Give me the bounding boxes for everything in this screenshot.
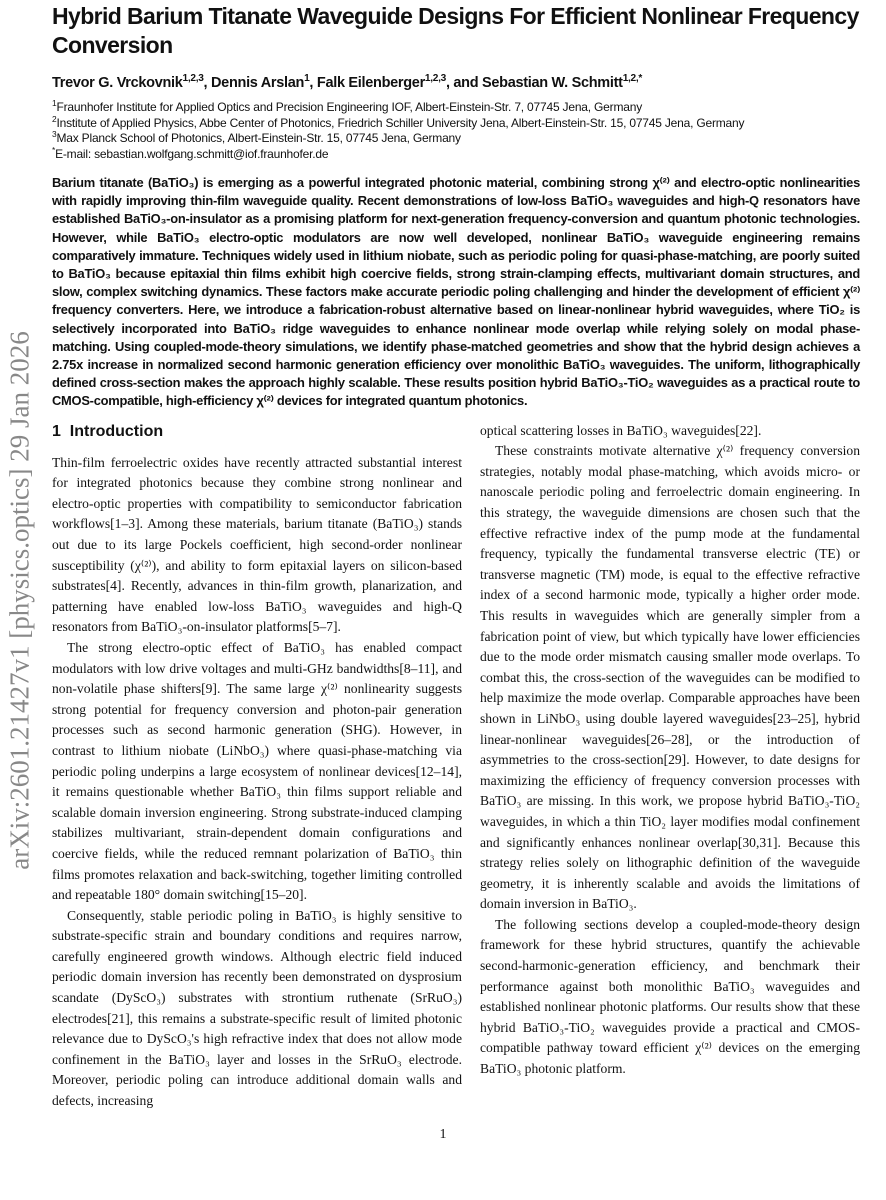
email-text: E-mail: sebastian.wolfgang.schmitt@iof.fraunhofer.de xyxy=(55,146,329,161)
affiliation-mark: 3 xyxy=(52,129,57,139)
separator: , xyxy=(203,75,212,91)
affiliation xyxy=(52,100,860,116)
body-columns xyxy=(52,421,860,1112)
author-name: Trevor G. Vrckovnik xyxy=(52,75,183,91)
paper-title: Hybrid Barium Titanate Waveguide Designs For Efficient Nonlinear Frequency Conversion xyxy=(52,3,859,58)
author-list xyxy=(52,74,860,92)
affiliation-text: Fraunhofer Institute for Applied Optics and Precision Engineering IOF, Albert-Einstein-Str. 7, 07745 Jena, Germany xyxy=(56,100,642,114)
author-name: Sebastian W. Schmitt xyxy=(482,75,623,91)
author-affiliation-mark: 1,2,* xyxy=(622,73,643,85)
paragraph: These constraints motivate alternative χ⁽²⁾ frequency conversion strategies, notably modal phase-matching, which avoids micro- or nanoscale periodic poling and ferroelectric domain engineering. In this strategy, the waveguide dimensions are chosen such that the effective refractive index of the pump mode at the fundamental frequency, typically the fundamental transverse electric (TE) or transverse magnetic (TM) mode, is equal to the effective refractive index of a second harmonic mode, typically a higher order mode. This results in waveguides which are generally simpler from a fabrication point of view, but which typically have lower efficiencies due to the mode order mismatch causing smaller mode overlaps. To combat this, the cross-section of the waveguides can be modified to help maximize the mode overlap. Comparable approaches have been shown in LiNbO₃ using double layered waveguides[23–25], hybrid linear-nonlinear waveguides[26–28], or the introduction of asymmetries to the cross-section[29]. However, to date designs for maximizing the efficiency of frequency conversion processes with BaTiO₃ are missing. In this work, we propose hybrid BaTiO₃-TiO₂ waveguides, in which a thin TiO₂ layer modifies modal confinement and significantly enhances nonlinear overlap[30,31]. Because this strategy relies solely on lithographic definition of the waveguide geometry, it is inherently scalable and avoids the limitations of domain inversion in BaTiO₃. xyxy=(480,443,860,912)
separator: , xyxy=(309,75,317,91)
affiliation-text: Max Planck School of Photonics, Albert-Einstein-Str. 15, 07745 Jena, Germany xyxy=(56,131,461,145)
affiliations xyxy=(52,100,860,162)
affiliation xyxy=(52,131,860,147)
section-number: 1 xyxy=(52,422,61,440)
author-name: Dennis Arslan xyxy=(211,75,305,91)
paragraph: The strong electro-optic effect of BaTiO₃ has enabled compact modulators with low drive voltages and multi-GHz bandwidths[8–11], and non-volatile phase shifters[9]. The same large χ⁽²⁾ nonlinearity suggests strong potential for frequency conversion and photon-pair generation processes such as second harmonic generation (SHG). However, in contrast to lithium niobate (LiNbO₃) where quasi-phase-matching via periodic poling underpins a large ecosystem of nonlinear devices[12–14], it remains questionable whether BaTiO₃ thin films support reliable and scalable domain inversion engineering. Strong substrate-induced clamping stabilizes multivariant, strain-dependent domain configurations and coercive fields, while the reduced remnant polarization of BaTiO₃ thin films promotes relaxation and back-switching, together limiting controlled and repeatable 180° domain switching[15–20]. xyxy=(52,639,462,903)
paragraph: optical scattering losses in BaTiO₃ waveguides[22]. xyxy=(480,422,762,438)
author-name: Falk Eilenberger xyxy=(316,75,425,91)
affiliation-text: Institute of Applied Physics, Abbe Center of Photonics, Friedrich Schiller University Jena, Albert-Einstein-Str. 15, 07745 Jena, Germany xyxy=(56,115,745,130)
right-column xyxy=(480,421,860,1080)
arxiv-identifier: arXiv:2601.21427v1 [physics.optics] 29 Jan 2026 xyxy=(4,331,35,870)
affiliation-mark: 1 xyxy=(52,98,57,108)
left-column xyxy=(52,421,462,1112)
paragraph: Consequently, stable periodic poling in BaTiO₃ is highly sensitive to substrate-specific strain and boundary conditions and requires narrow, carefully engineered growth windows. Although electric field induced periodic domain inversion has recently been demonstrated on dysprosium scandate (DyScO₃) substrates with strontium ruthenate (SrRuO₃) electrodes[21], this remains a substrate-specific result of limited photonic relevance due to DyScO₃'s high refractive index that does not allow mode confinement in the BaTiO₃ layer and losses in the SrRuO₃ electrode. Moreover, periodic poling can introduce additional domain walls and defects, increasing xyxy=(52,907,462,1109)
affiliation-mark: * xyxy=(52,144,56,155)
abstract: Barium titanate (BaTiO₃) is emerging as a powerful integrated photonic material, combining strong χ⁽²⁾ and electro-optic nonlinearities with rapidly improving thin-film waveguide quality. Recent demonstrations of low-loss BaTiO₃ waveguides and high-Q resonators have established BaTiO₃-on-insulator as a promising platform for next-generation frequency-conversion and quantum photonic technologies. However, while BaTiO₃ electro-optic modulators are now well developed, nonlinear BaTiO₃ waveguide engineering remains comparatively immature. Techniques widely used in lithium niobate, such as periodic poling for quasi-phase-matching, are poorly suited to BaTiO₃ because epitaxial thin films exhibit high coercive fields, strong strain-clamping effects, multivariant domain structures, and slow, complex switching dynamics. These factors make accurate periodic poling challenging and hinder the development of efficient χ⁽²⁾ frequency converters. Here, we introduce a fabrication-robust alternative based on linear-nonlinear hybrid waveguides, where TiO₂ is selectively incorporated into BaTiO₃ ridge waveguides to enhance nonlinear mode overlap while relying solely on modal phase-matching. Using coupled-mode-theory simulations, we identify phase-matched geometries and show that the hybrid design achieves a 2.75x increase in normalized second harmonic generation efficiency over monolithic BaTiO₃ waveguides. The uniform, lithographically defined cross-section makes the approach highly scalable. These results position hybrid BaTiO₃-TiO₂ waveguides as a practical route to CMOS-compatible, high-efficiency χ⁽²⁾ devices for integrated quantum photonics. xyxy=(52,175,860,409)
paragraph: The following sections develop a coupled-mode-theory design framework for these hybrid structures, quantify the achievable second-harmonic-generation efficiency, and benchmark their performance against both monolithic BaTiO₃ waveguides and established nonlinear photonic platforms. Our results show that these hybrid BaTiO₃-TiO₂ waveguides provide a practical and CMOS-compatible pathway toward efficient χ⁽²⁾ devices on the emerging BaTiO₃ photonic platform. xyxy=(480,916,860,1077)
page-number: 1 xyxy=(439,1126,447,1142)
affiliation xyxy=(52,113,860,132)
affiliation-mark: 2 xyxy=(52,113,57,124)
section-title: Introduction xyxy=(69,422,164,440)
author-affiliation-mark: 1 xyxy=(304,73,310,85)
separator: , and xyxy=(445,75,483,91)
paragraph: Thin-film ferroelectric oxides have recently attracted substantial interest for integrated photonics because they combine strong nonlinear and electro-optic properties with compatibility to semiconductor fabrication workflows[1–3]. Among these materials, barium titanate (BaTiO₃) stands out due to its large Pockels coefficient, high second-order nonlinear susceptibility (χ⁽²⁾), and ability to form epitaxial layers on silicon-based substrates[4]. Recently, advances in thin-film growth, planarization, and patterning have enabled low-loss BaTiO₃ waveguides and high-Q resonators from BaTiO₃-on-insulator platforms[5–7]. xyxy=(52,454,462,635)
author-affiliation-mark: 1,2,3 xyxy=(424,73,446,85)
contact-email xyxy=(52,144,860,163)
author-affiliation-mark: 1,2,3 xyxy=(182,73,204,85)
section-heading xyxy=(52,421,462,443)
